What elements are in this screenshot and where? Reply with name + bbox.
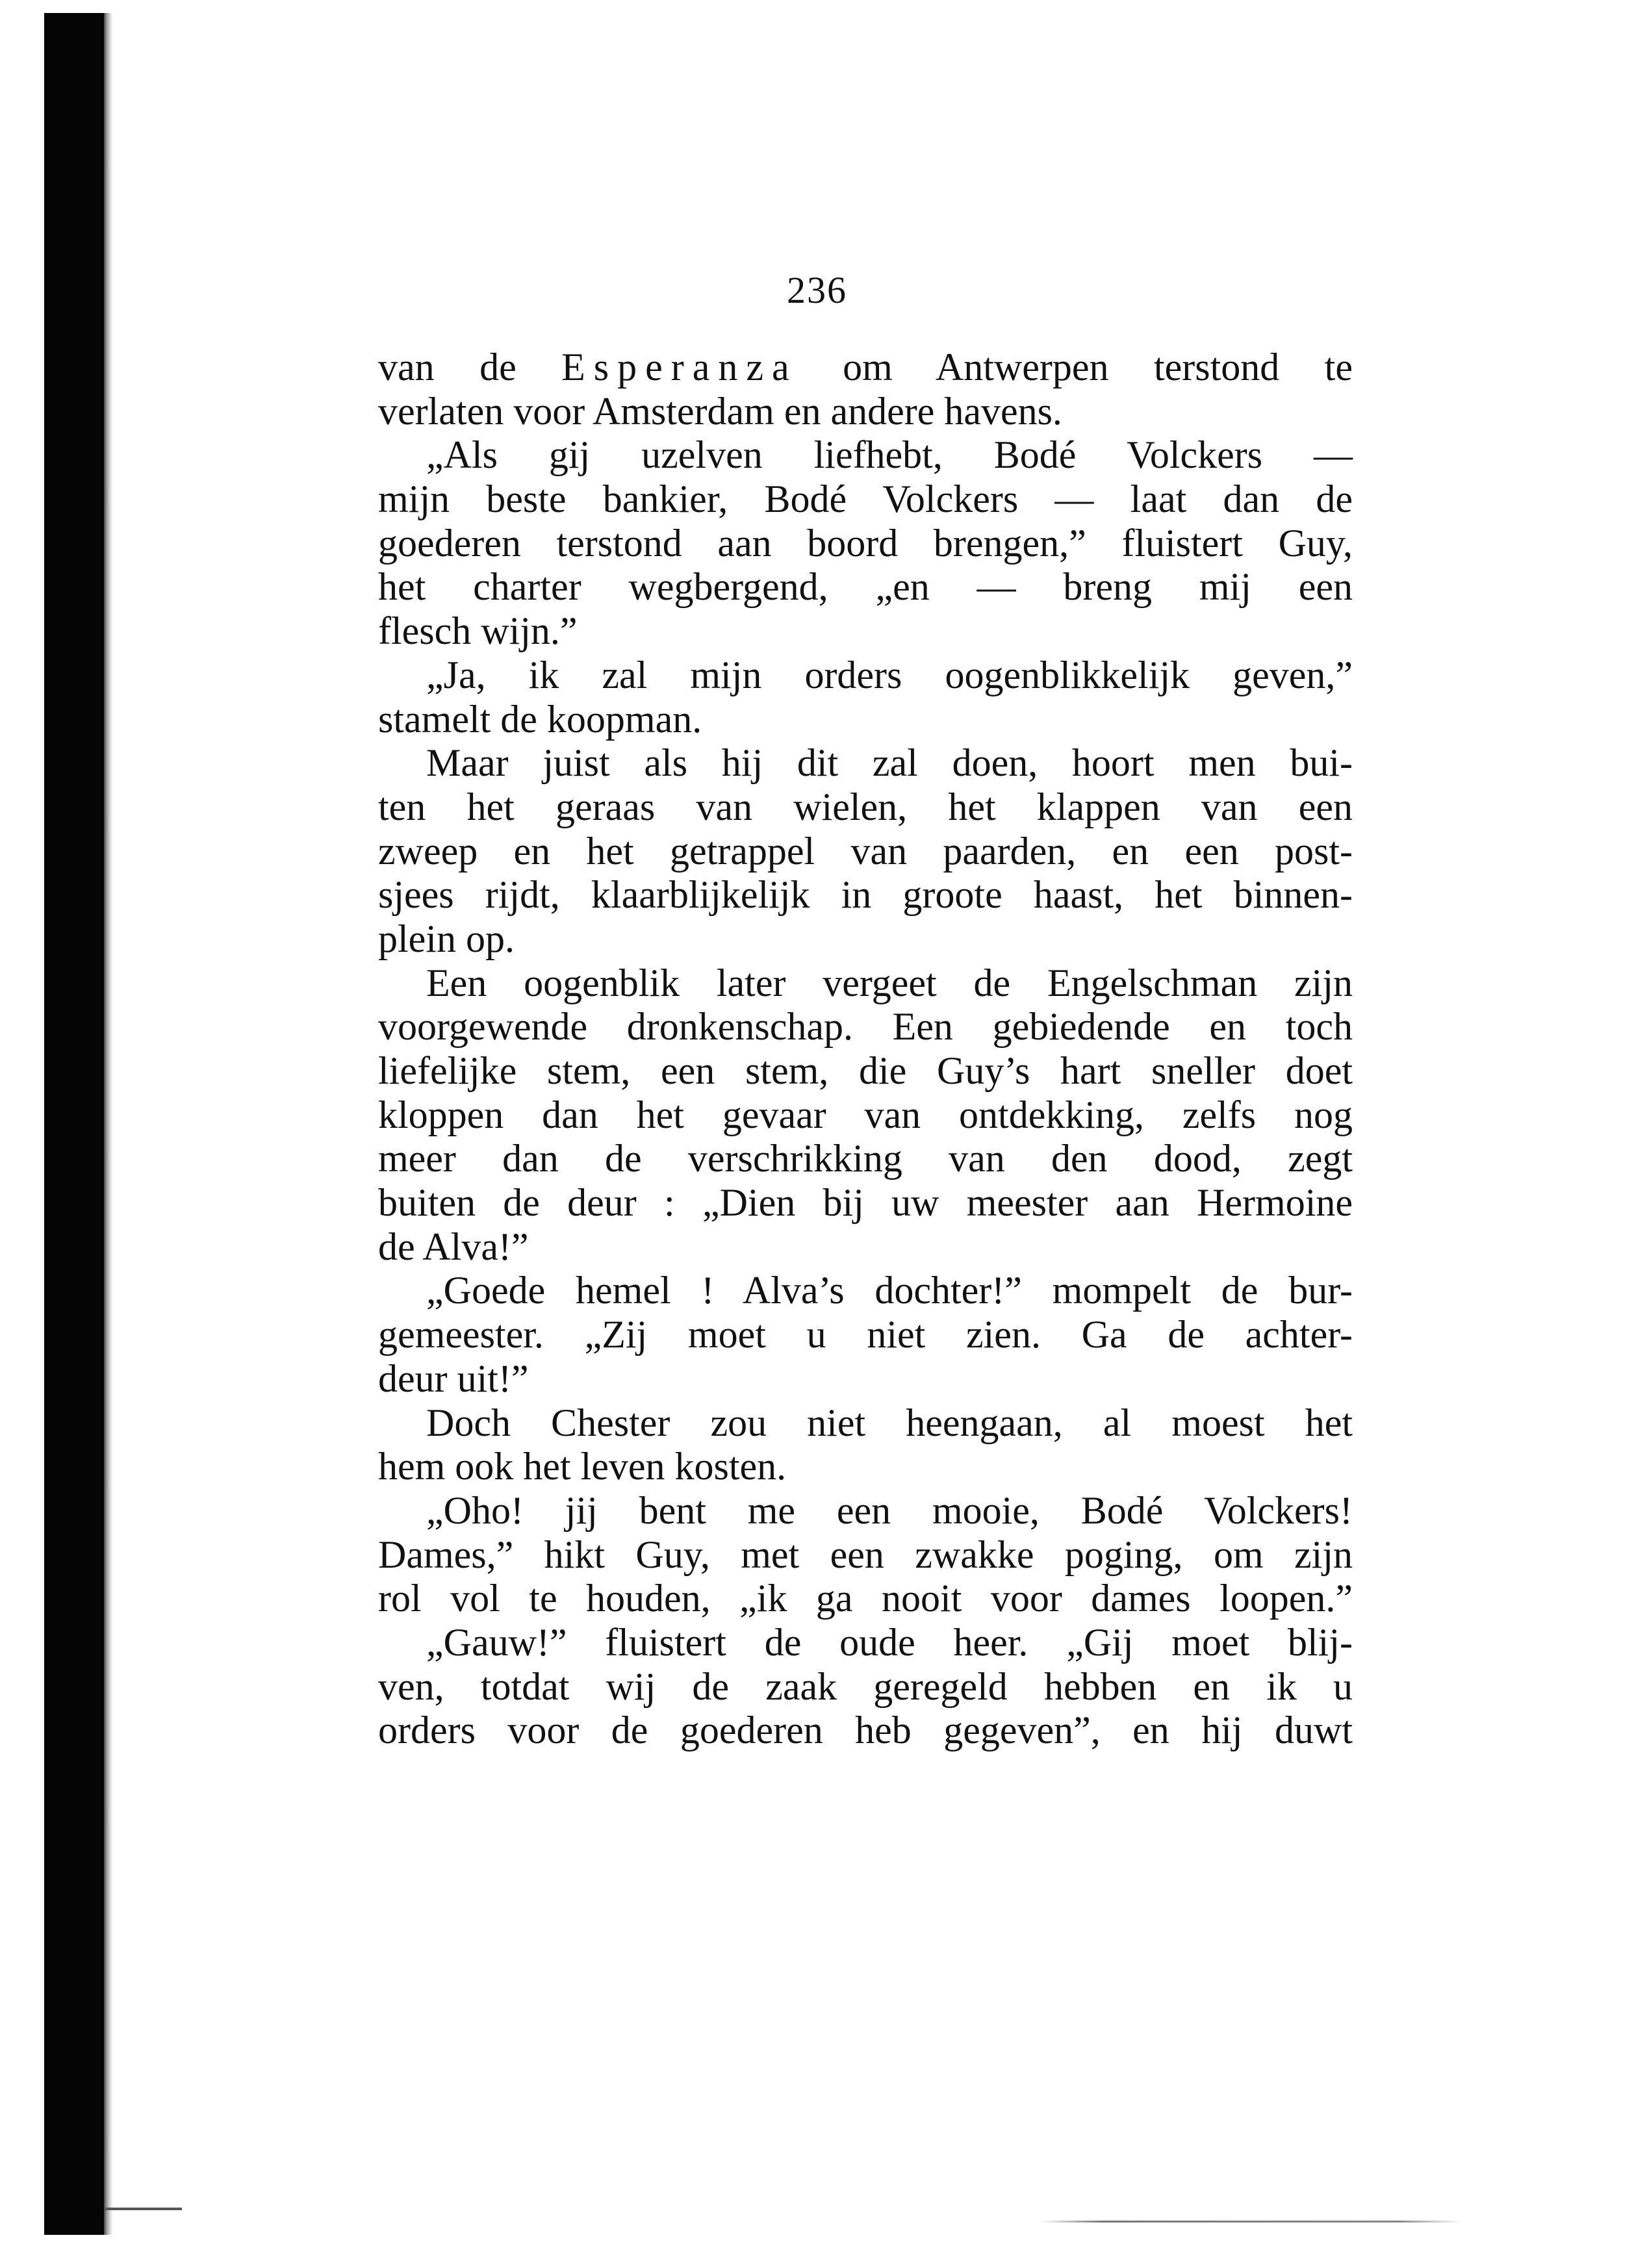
- text-line: „Ja, ik zal mijn orders oogenblikkelijk geven,”: [426, 653, 1353, 696]
- text-run: om Antwerpen terstond te: [797, 346, 1353, 389]
- text-line: meer dan de verschrikking van den dood, zegt: [378, 1137, 1353, 1180]
- text-line: [378, 346, 1353, 390]
- text-line: buiten de deur : „Dien bij uw meester aan Hermoine: [378, 1181, 1353, 1225]
- text-line: Dames,” hikt Guy, met een zwakke poging, om zijn: [378, 1533, 1353, 1576]
- text-line: „Als gij uzelven liefhebt, Bodé Volckers —: [426, 433, 1353, 477]
- text-line: Een oogenblik later vergeet de Engelschman zijn: [426, 961, 1353, 1004]
- text-line: Doch Chester zou niet heengaan, al moest het: [426, 1401, 1353, 1444]
- text-line: liefelijke stem, een stem, die Guy’s hart sneller doet: [378, 1049, 1353, 1092]
- scan-binding-edge: [44, 13, 104, 2235]
- text-run: van de: [378, 346, 562, 389]
- text-line: Maar juist als hij dit zal doen, hoort men bui-: [426, 741, 1353, 785]
- text-line: „Oho! jij bent me een mooie, Bodé Volckers!: [426, 1488, 1353, 1532]
- ship-name: Esperanza: [561, 346, 798, 389]
- scan-bottom-rule: [1040, 2221, 1462, 2223]
- text-line: „Goede hemel ! Alva’s dochter!” mompelt de bur-: [426, 1269, 1353, 1312]
- text-line: mijn beste bankier, Bodé Volckers — laat dan de: [378, 478, 1353, 521]
- text-line: sjees rijdt, klaarblijkelijk in groote haast, het binnen-: [378, 873, 1353, 917]
- text-line: „Gauw!” fluistert de oude heer. „Gij moet blij-: [426, 1620, 1353, 1664]
- text-line: flesch wijn.”: [378, 609, 578, 653]
- text-line: het charter wegbergend, „en — breng mij een: [378, 565, 1353, 609]
- scan-edge-shadow: [104, 13, 113, 2235]
- scan-edge-base-mark: [104, 2208, 182, 2210]
- text-line: rol vol te houden, „ik ga nooit voor dames loopen.”: [378, 1577, 1353, 1620]
- text-line: gemeester. „Zij moet u niet zien. Ga de achter-: [378, 1313, 1353, 1357]
- text-line: hem ook het leven kosten.: [378, 1445, 787, 1488]
- text-line: plein op.: [378, 917, 515, 960]
- text-line: ven, totdat wij de zaak geregeld hebben en ik u: [378, 1664, 1353, 1708]
- text-line: goederen terstond aan boord brengen,” fluistert Guy,: [378, 521, 1353, 565]
- page-number: 236: [787, 269, 847, 311]
- text-line: orders voor de goederen heb gegeven”, en hij duwt: [378, 1709, 1353, 1752]
- text-line: stamelt de koopman.: [378, 697, 702, 741]
- text-line: zweep en het getrappel van paarden, en een post-: [378, 829, 1353, 873]
- text-line: kloppen dan het gevaar van ontdekking, zelfs nog: [378, 1093, 1353, 1136]
- body-text: [378, 346, 1353, 1753]
- text-line: verlaten voor Amsterdam en andere havens.: [378, 389, 1062, 433]
- text-line: deur uit!”: [378, 1357, 529, 1400]
- text-line: voorgewende dronkenschap. Een gebiedende en toch: [378, 1005, 1353, 1049]
- text-line: de Alva!”: [378, 1225, 529, 1268]
- text-line: ten het geraas van wielen, het klappen van een: [378, 785, 1353, 828]
